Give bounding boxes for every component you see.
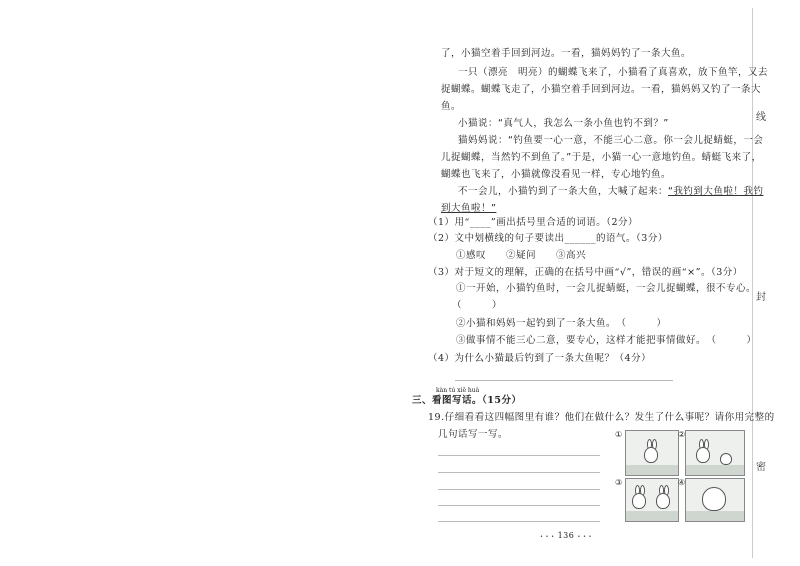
question-2: （2）文中划横线的句子要读出______的语气。（3分） [428, 233, 668, 244]
picture-panel-3 [625, 478, 679, 522]
story-line-5: 小猫说：“真气人，我怎么一条小鱼也钓不到？” [458, 118, 669, 129]
underlined-exclamation: “我钓到大鱼啦！我钓 [668, 186, 764, 197]
story-line-9 [458, 186, 763, 198]
panel-number-1: ① [615, 430, 623, 439]
side-label-bottom: 密 [756, 462, 766, 473]
page-number-deco-left: • • • [540, 534, 555, 540]
page-number-value: 136 [557, 531, 575, 540]
story-line-8: 蝴蝶也飞来了，小猫就像没看见一样，专心地钓鱼。 [441, 169, 672, 180]
question-3-item-1-bracket[interactable]: （ ） [452, 300, 503, 311]
panel-number-3: ③ [615, 478, 623, 487]
page-number-deco-right: • • • [577, 534, 592, 540]
question-3-item-2: ②小猫和妈妈一起钓到了一条大鱼。 （ ） [456, 318, 667, 329]
section-title: 三、看图写话。（15分） [412, 395, 522, 406]
story-line-1: 了，小猫空着手回到河边。一看，猫妈妈钓了一条大鱼。 [441, 48, 692, 59]
section-pinyin: kàn tú xiě huà [436, 387, 480, 394]
question-3: （3）对于短文的理解，正确的在括号中画“√”，错误的画“×”。（3分） [428, 267, 743, 278]
writing-line-5[interactable] [438, 521, 600, 522]
story-line-10: 到大鱼啦！” [441, 203, 497, 214]
question-19-line-1: 19.仔细看看这四幅图里有谁？他们在做什么？发生了什么事呢？请你用完整的 [428, 412, 775, 423]
question-19-line-2: 几句话写一写。 [438, 429, 509, 440]
writing-line-2[interactable] [438, 472, 600, 473]
picture-panel-1 [625, 430, 679, 476]
story-line-7: 儿捉蝴蝶，当然钓不到鱼了。”于是，小猫一心一意地钓鱼。蜻蜓飞来了， [441, 152, 762, 163]
side-label-middle: 封 [756, 292, 766, 303]
question-3-item-1: ①一开始，小猫钓鱼时，一会儿捉蜻蜓，一会儿捉蝴蝶，很不专心。 [456, 283, 757, 294]
page-number [540, 530, 592, 543]
writing-line-3[interactable] [438, 489, 600, 490]
question-1: （1）用“____”画出括号里合适的词语。（2分） [428, 217, 639, 228]
story-line-6: 猫妈妈说：“钓鱼要一心一意，不能三心二意。你一会儿捉蜻蜓，一会 [458, 135, 764, 146]
story-line-2: 一只（漂亮 明亮）的蝴蝶飞来了，小猫看了真喜欢，放下鱼竿，又去 [458, 67, 769, 78]
story-line-3: 捉蝴蝶。蝴蝶飞走了，小猫空着手回到河边。一看，猫妈妈又钓了一条大 [441, 84, 762, 95]
question-3-item-3: ③做事情不能三心二意，要专心，这样才能把事情做好。 （ ） [456, 335, 757, 346]
picture-panel-4 [685, 478, 745, 522]
question-2-options: ①感叹 ②疑问 ③高兴 [456, 250, 587, 261]
writing-line-1[interactable] [438, 455, 600, 456]
side-label-top: 线 [756, 112, 766, 123]
story-line-9-text: 不一会儿，小猫钓到了一条大鱼，大喊了起来： [458, 186, 669, 197]
story-line-4: 鱼。 [441, 101, 462, 112]
picture-panel-2 [685, 430, 745, 476]
writing-line-4[interactable] [438, 505, 600, 506]
answer-line-q4[interactable] [455, 380, 673, 381]
panel-number-2: ② [678, 430, 686, 439]
question-4: （4）为什么小猫最后钓到了一条大鱼呢？（4分） [428, 353, 652, 364]
panel-number-4: ④ [678, 478, 686, 487]
